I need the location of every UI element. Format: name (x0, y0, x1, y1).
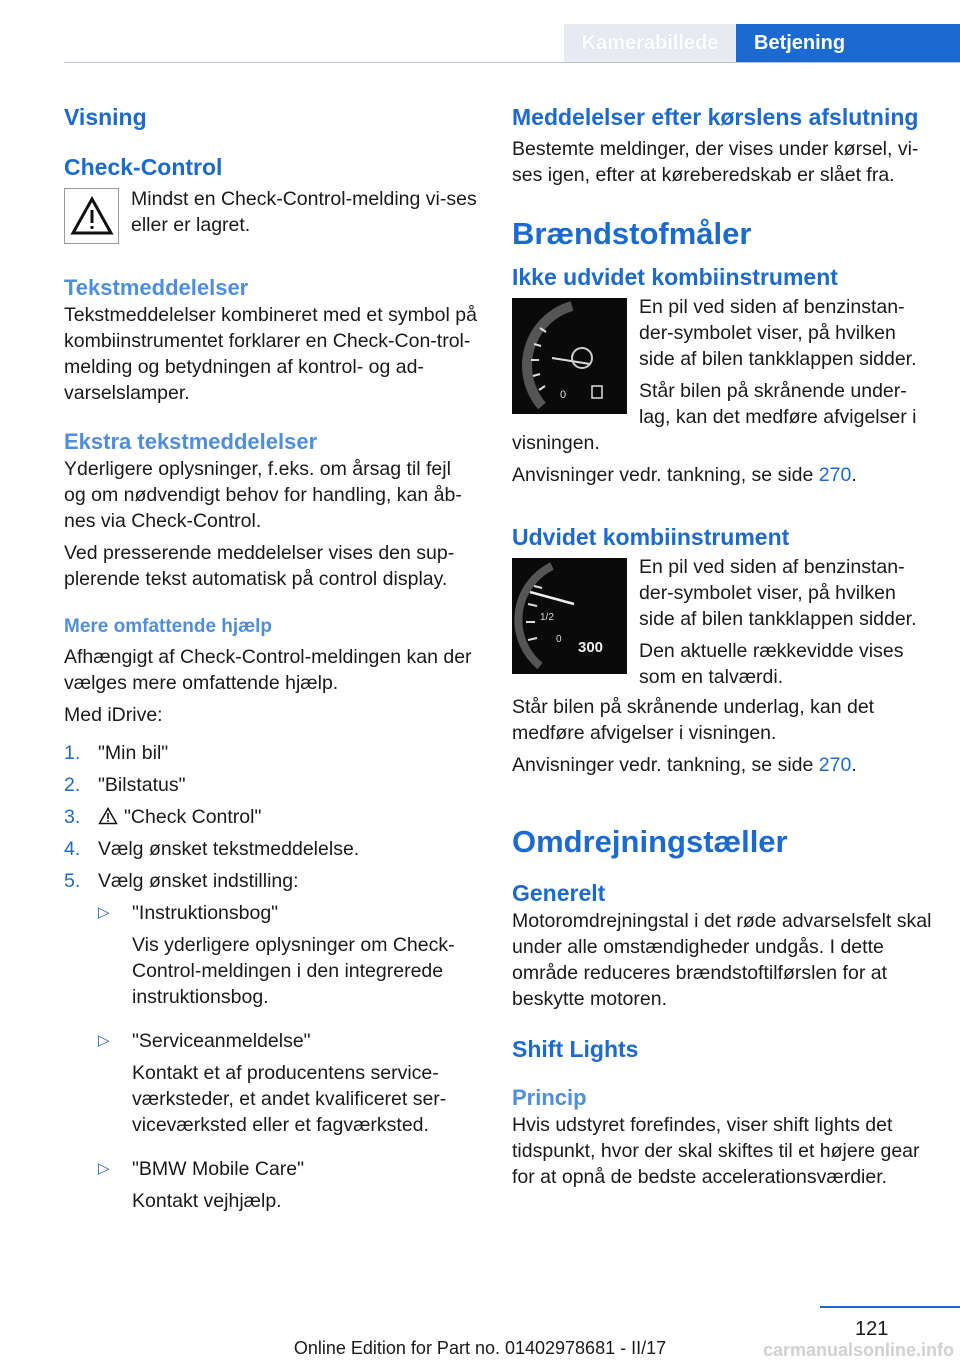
tekst-paragraph: Tekstmeddelelser kombineret med et symbol på kombiinstrumentet forklarer en Check-Con-trol-melding og betydningen af kontrol- og ad-varselslamper. (64, 304, 477, 404)
meddelelser-paragraph: Bestemte meldinger, der vises under kørsel, vi-ses igen, efter at køreberedskab er slået fra. (512, 138, 919, 186)
heading-visning: Visning (64, 104, 147, 130)
anvisninger-text: Anvisninger vedr. tankning, se side (512, 464, 819, 486)
udv-paragraph-1: En pil ved siden af benzinstan-der-symbolet viser, på hvilken side af bilen tankklappen sidder. (639, 556, 917, 630)
heading-mere: Mere omfattende hjælp (64, 616, 272, 637)
gauge-half-label: 1/2 (540, 612, 554, 623)
step-text: "Min bil" (98, 742, 169, 764)
heading-meddelelser: Meddelelser efter kørslens afslutning (512, 104, 919, 130)
ekstra-paragraph-1: Yderligere oplysninger, f.eks. om årsag til fejl og om nødvendigt behov for handling, kan åb-nes via Check-Control. (64, 458, 462, 532)
range-readout: 300 (578, 639, 604, 656)
step-number: 1. (64, 742, 81, 764)
sub-desc: Kontakt et af producentens service-værksteder, et andet kvalificeret ser-viceværksted eller et fagværksted. (132, 1062, 447, 1136)
edition-footer: Online Edition for Part no. 01402978681 - II/17 (293, 1338, 667, 1358)
check-control-text: Mindst en Check-Control-melding vi-ses eller er lagret. (131, 188, 477, 236)
left-column (64, 100, 478, 1214)
ikke-paragraph-2: Står bilen på skrånende under-lag, kan det medføre afvigelser i visningen. (512, 380, 917, 454)
heading-ekstra: Ekstra tekstmeddelelser (64, 429, 318, 454)
heading-princip: Princip (512, 1085, 587, 1110)
triangle-bullet-icon: ▷ (98, 904, 110, 921)
step-number: 3. (64, 806, 81, 828)
heading-shift-lights: Shift Lights (512, 1036, 639, 1062)
sub-title: "Serviceanmeldelse" (132, 1030, 311, 1052)
heading-tekstmeddelelser: Tekstmeddelelser (64, 275, 249, 300)
anvisninger-end: . (851, 464, 857, 486)
list-item (64, 804, 478, 830)
anvisninger-end: . (851, 754, 857, 776)
heading-ikke-udvidet: Ikke udvidet kombiinstrument (512, 264, 838, 290)
gauge-zero-label: 0 (560, 389, 567, 401)
header-rule (64, 62, 960, 63)
anvisninger-2 (512, 752, 932, 778)
page-number: 121 (855, 1318, 889, 1340)
sub-title: "BMW Mobile Care" (132, 1158, 305, 1180)
step-text: "Bilstatus" (98, 774, 186, 796)
sub-item (98, 1028, 478, 1138)
ikke-udvidet-block (512, 294, 932, 456)
warning-triangle-icon (64, 188, 119, 244)
check-control-block (64, 186, 478, 244)
heading-braendstofmaaler: Brændstofmåler (512, 216, 752, 251)
gauge-zero-label-2: 0 (556, 634, 562, 645)
steps-list (64, 740, 478, 894)
heading-check-control: Check-Control (64, 154, 223, 180)
mere-paragraph-2: Med iDrive: (64, 704, 163, 726)
step-text: Vælg ønsket tekstmeddelelse. (98, 838, 360, 860)
step-number: 4. (64, 838, 81, 860)
sub-item (98, 1156, 478, 1214)
step-text: Vælg ønsket indstilling: (98, 870, 299, 892)
heading-omdrejningstaeller: Omdrejningstæller (512, 824, 788, 859)
ekstra-paragraph-2: Ved presserende meddelelser vises den sup-plerende tekst automatisk på control display. (64, 542, 455, 590)
list-item (64, 836, 478, 862)
step-text: "Check Control" (124, 806, 262, 828)
page-link-270[interactable]: 270 (818, 464, 852, 486)
generelt-paragraph: Motoromdrejningstal i det røde advarselsfelt skal under alle omstændigheder undgås. I dette område reduceres brændstoftilførslen for at beskytte motoren. (512, 910, 932, 1010)
udvidet-block (512, 554, 932, 690)
page-link-270[interactable]: 270 (818, 754, 852, 776)
tab-kamerabillede[interactable]: Kamerabillede (564, 24, 736, 62)
heading-udvidet: Udvidet kombiinstrument (512, 524, 790, 550)
triangle-bullet-icon: ▷ (98, 1032, 110, 1049)
fuel-gauge-extended-image (512, 558, 627, 674)
step-number: 2. (64, 774, 81, 796)
udv-paragraph-3: Står bilen på skrånende underlag, kan det medføre afvigelser i visningen. (512, 696, 875, 744)
udv-paragraph-2: Den aktuelle rækkevidde vises som en talværdi. (639, 640, 904, 688)
mere-paragraph-1: Afhængigt af Check-Control-meldingen kan der vælges mere omfattende hjælp. (64, 646, 472, 694)
footer-rule (820, 1306, 960, 1308)
triangle-bullet-icon: ▷ (98, 1160, 110, 1177)
princip-paragraph: Hvis udstyret forefindes, viser shift lights det tidspunkt, hvor der skal skiftes til et højere gear for at opnå de bedste accelerationsværdier. (512, 1114, 920, 1188)
fuel-gauge-image (512, 298, 627, 414)
anvisninger-text: Anvisninger vedr. tankning, se side (512, 754, 819, 776)
small-warning-icon (98, 804, 124, 830)
sub-desc: Kontakt vejhjælp. (132, 1190, 282, 1212)
heading-generelt: Generelt (512, 880, 606, 906)
step-number: 5. (64, 870, 81, 892)
tab-betjening[interactable]: Betjening (736, 24, 960, 62)
right-column (512, 100, 932, 1190)
ikke-paragraph-1: En pil ved siden af benzinstan-der-symbolet viser, på hvilken side af bilen tankklappen sidder. (639, 296, 917, 370)
list-item (64, 772, 478, 798)
sub-item (98, 900, 478, 1010)
anvisninger-1 (512, 462, 932, 488)
list-item (64, 868, 478, 894)
watermark: carmanualsonline.info (762, 1340, 954, 1360)
sub-title: "Instruktionsbog" (132, 902, 279, 924)
list-item (64, 740, 478, 766)
sub-desc: Vis yderligere oplysninger om Check-Control-meldingen i den integrerede instruktionsbog. (132, 934, 455, 1008)
